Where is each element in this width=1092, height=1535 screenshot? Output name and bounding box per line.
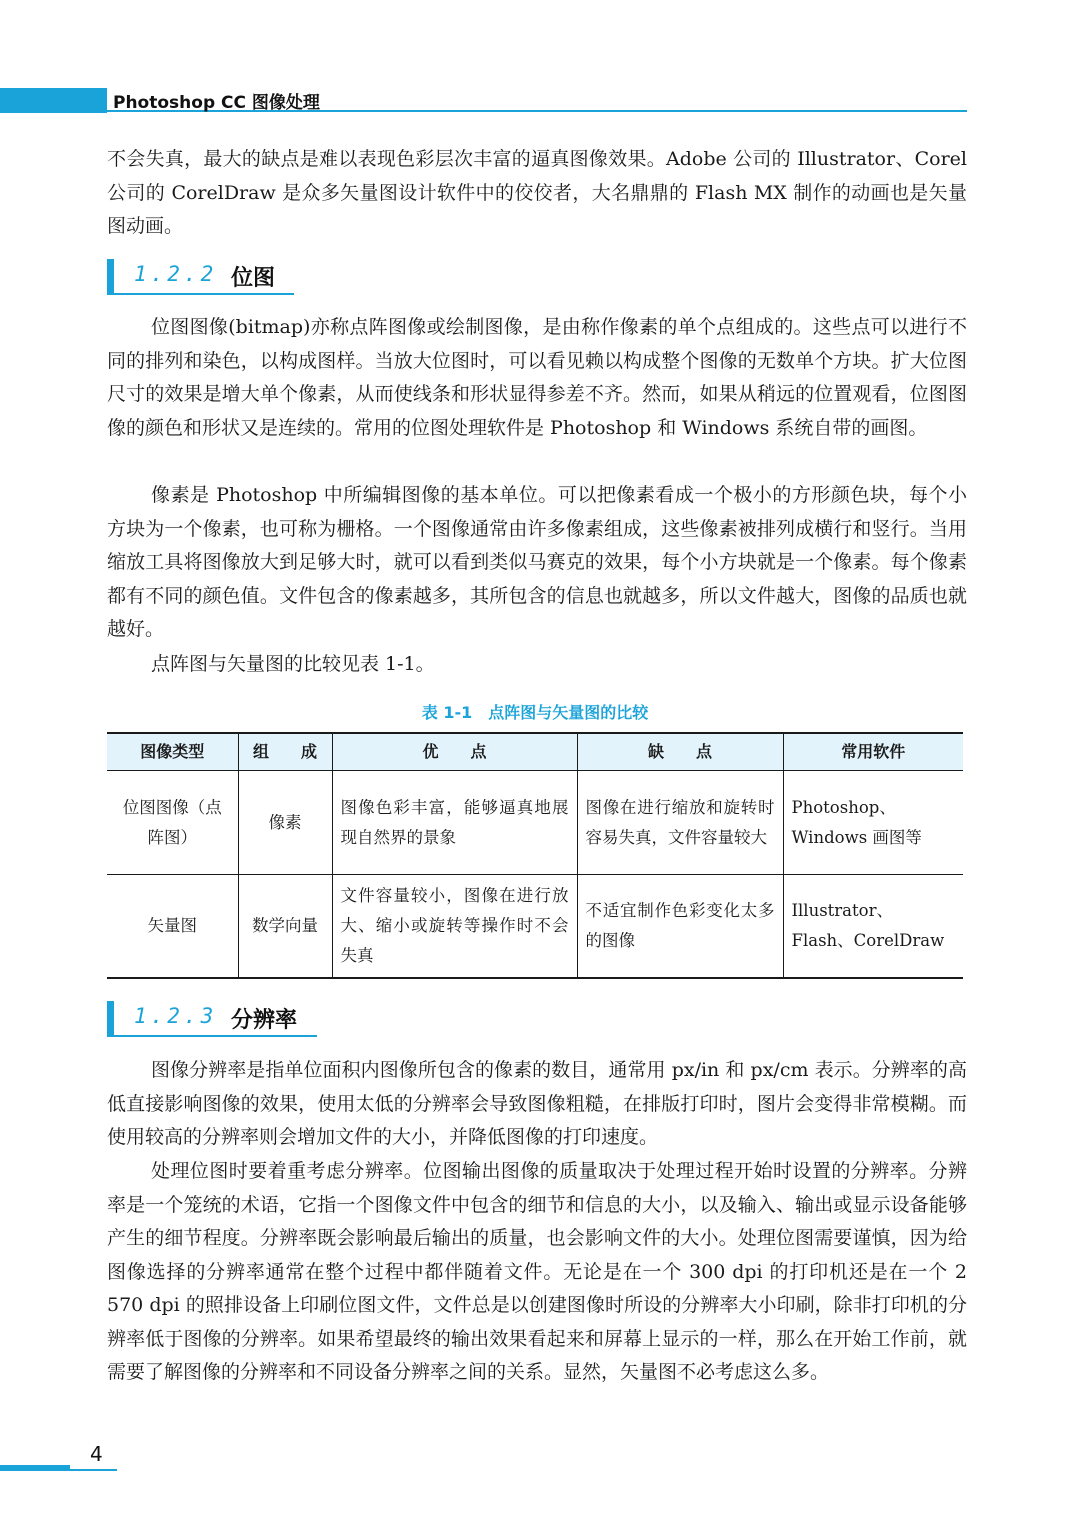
cell-cons: 图像在进行缩放和旋转时容易失真，文件容量较大 bbox=[577, 771, 783, 875]
cell-cons: 不适宜制作色彩变化太多的图像 bbox=[577, 875, 783, 978]
cell-pros: 图像色彩丰富，能够逼真地展现自然界的景象 bbox=[332, 771, 577, 875]
table-header-cell: 常用软件 bbox=[783, 733, 963, 771]
table-header-row bbox=[107, 733, 963, 771]
cell-software: Photoshop、Windows 画图等 bbox=[783, 771, 963, 875]
table-header-cell: 优 点 bbox=[332, 733, 577, 771]
table-row bbox=[107, 771, 963, 875]
section-number: 1.2.2 bbox=[134, 262, 218, 286]
cell-image-type: 位图图像（点阵图） bbox=[107, 771, 238, 875]
body-paragraph: 像素是 Photoshop 中所编辑图像的基本单位。可以把像素看成一个极小的方形颜色块，每个小方块为一个像素，也可称为栅格。一个图像通常由许多像素组成，这些像素被排列成横行和竖行。当用缩放工具将图像放大到足够大时，就可以看到类似马赛克的效果，每个小方块就是一个像素。每个像素都有不同的颜色值。文件包含的像素越多，其所包含的信息也就越多，所以文件越大，图像的品质也就越好。 bbox=[107, 484, 967, 640]
section-marker bbox=[107, 259, 114, 295]
section-marker bbox=[107, 1001, 114, 1037]
section-underline bbox=[114, 1035, 317, 1037]
table-row bbox=[107, 875, 963, 978]
body-paragraph: 点阵图与矢量图的比较见表 1-1。 bbox=[151, 653, 435, 675]
running-head: Photoshop CC 图像处理 bbox=[113, 93, 320, 113]
section-heading-1-2-2 bbox=[107, 259, 294, 295]
body-paragraph: 处理位图时要着重考虑分辨率。位图输出图像的质量取决于处理过程开始时设置的分辨率。分辨率是一个笼统的术语，它指一个图像文件中包含的细节和信息的大小，以及输入、输出或显示设备能够产生的细节程度。分辨率既会影响最后输出的质量，也会影响文件的大小。处理位图需要谨慎，因为给图像选择的分辨率通常在整个过程中都伴随着文件。无论是在一个 300 dpi 的打印机还是在一个 2 570 dpi 的照排设备上印刷位图文件，文件总是以创建图像时所设的分辨率大小印刷，除非打印机的分辨率低于图像的分辨率。如果希望最终的输出效果看起来和屏幕上显示的一样，那么在开始工作前，就需要了解图像的分辨率和不同设备分辨率之间的关系。显然，矢量图不必考虑这么多。 bbox=[107, 1160, 967, 1383]
footer-rule bbox=[0, 1469, 117, 1471]
section-heading-1-2-3 bbox=[107, 1001, 317, 1037]
section-title: 位图 bbox=[231, 266, 276, 291]
table-header-cell: 缺 点 bbox=[577, 733, 783, 771]
cell-image-type: 矢量图 bbox=[107, 875, 238, 978]
body-paragraph: 位图图像(bitmap)亦称点阵图像或绘制图像，是由称作像素的单个点组成的。这些点可以进行不同的排列和染色，以构成图样。当放大位图时，可以看见赖以构成整个图像的无数单个方块。扩大位图尺寸的效果是增大单个像素，从而使线条和形状显得参差不齐。然而，如果从稍远的位置观看，位图图像的颜色和形状又是连续的。常用的位图处理软件是 Photoshop 和 Windows 系统自带的画图。 bbox=[107, 316, 967, 439]
page-number: 4 bbox=[90, 1442, 103, 1466]
cell-pros: 文件容量较小，图像在进行放大、缩小或旋转等操作时不会失真 bbox=[332, 875, 577, 978]
section-underline bbox=[114, 293, 294, 295]
section-title: 分辨率 bbox=[231, 1008, 298, 1033]
cell-composition: 数学向量 bbox=[238, 875, 332, 978]
table-header-cell: 图像类型 bbox=[107, 733, 238, 771]
header-accent-band bbox=[0, 88, 107, 113]
section-number: 1.2.3 bbox=[134, 1004, 218, 1028]
table-header-cell: 组 成 bbox=[238, 733, 332, 771]
cell-software: Illustrator、Flash、CorelDraw bbox=[783, 875, 963, 978]
table-caption: 表 1-1 点阵图与矢量图的比较 bbox=[421, 703, 649, 722]
body-paragraph: 图像分辨率是指单位面积内图像所包含的像素的数目，通常用 px/in 和 px/cm 表示。分辨率的高低直接影响图像的效果，使用太低的分辨率会导致图像粗糙，在排版打印时，图片会变得非常模糊。而使用较高的分辨率则会增加文件的大小，并降低图像的打印速度。 bbox=[107, 1059, 967, 1148]
intro-paragraph: 不会失真，最大的缺点是难以表现色彩层次丰富的逼真图像效果。Adobe 公司的 Illustrator、Corel 公司的 CorelDraw 是众多矢量图设计软件中的佼佼者，大名鼎鼎的 Flash MX 制作的动画也是矢量图动画。 bbox=[107, 148, 967, 237]
comparison-table bbox=[107, 732, 963, 979]
cell-composition: 像素 bbox=[238, 771, 332, 875]
